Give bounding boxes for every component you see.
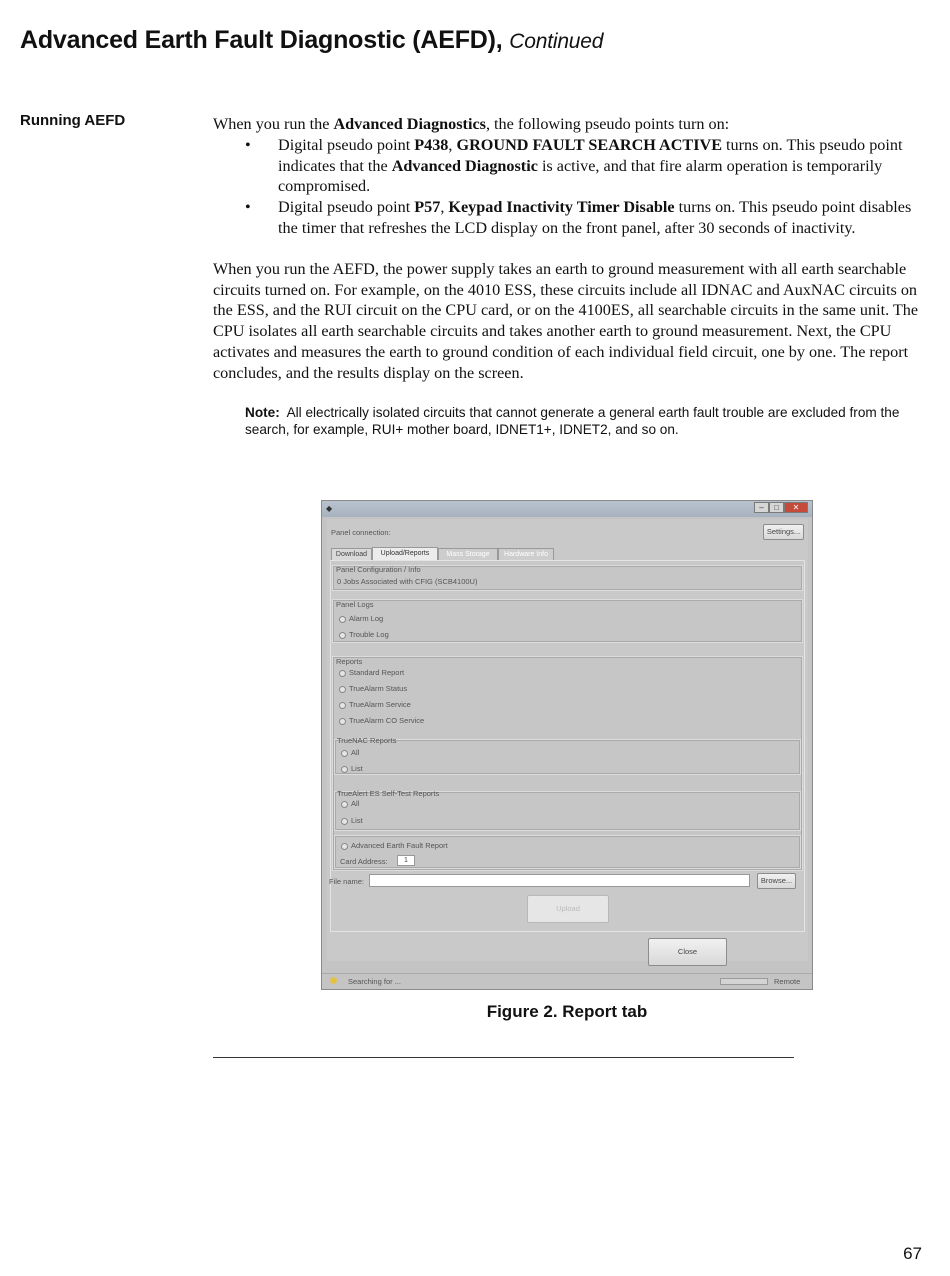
radio-icon	[341, 801, 348, 808]
panel-connection-label: Panel connection:	[331, 528, 391, 537]
app-icon: ◆	[326, 504, 333, 513]
bullet-bold: P438	[414, 135, 449, 154]
bullet-text: ,	[440, 198, 449, 217]
status-bar	[322, 973, 812, 990]
description-paragraph: When you run the AEFD, the power supply takes an earth to ground measurement with all earth searchable circuits turned on. For example, on the 4010 ESS, these circuits include all IDNAC and AuxNAC circuits on the ESS, and the RUI circuit on the CPU card, or on the 4100ES, all searchable circuits in the same unit. The CPU isolates all earth searchable circuits and takes another earth to ground measurement. Next, the CPU activates and measures the earth to ground condition of each individual field circuit, one by one. The report concludes, and the results display on the screen.	[213, 259, 919, 382]
radio-icon	[339, 632, 346, 639]
config-group	[332, 565, 803, 591]
list-item	[278, 197, 925, 239]
status-remote: Remote	[774, 977, 801, 986]
logs-group-label: Panel Logs	[336, 600, 374, 609]
window-titlebar	[322, 501, 812, 517]
radio-label: All	[351, 748, 360, 757]
file-name-label: File name:	[329, 877, 365, 886]
window-body	[327, 519, 808, 961]
bullet-text: Digital pseudo point	[278, 198, 415, 217]
config-value: 0 Jobs Associated with CFIG (SCB4100U)	[337, 577, 478, 586]
status-light-icon	[330, 977, 337, 984]
intro-paragraph	[213, 114, 925, 135]
bullet-bold: Advanced Diagnostic	[391, 156, 538, 175]
card-address-label: Card Address:	[340, 857, 388, 866]
selftest-group	[334, 791, 801, 831]
page-title-continued: Continued	[509, 30, 604, 53]
radio-icon	[341, 750, 348, 757]
logs-group	[332, 599, 803, 643]
bullet-text: turns on. This pseudo point indicates that the	[278, 135, 903, 175]
standard-report-radio[interactable]	[339, 668, 404, 677]
intro-bold: Advanced Diagnostics	[333, 115, 486, 133]
close-button[interactable]: Close	[648, 938, 727, 966]
note-text: All electrically isolated circuits that cannot generate a general earth fault trouble are excluded from the search, for example, RUI+ mother board, IDNET1+, IDNET2, and so on.	[245, 404, 900, 438]
note-label: Note:	[245, 404, 280, 420]
config-group-label: Panel Configuration / Info	[336, 565, 421, 574]
radio-label: Trouble Log	[349, 630, 389, 639]
radio-label: TrueAlarm CO Service	[349, 716, 425, 725]
page-number: 67	[903, 1244, 922, 1263]
radio-label: Advanced Earth Fault Report	[351, 841, 448, 850]
tab-hardware-info[interactable]: Hardware Info	[498, 548, 554, 560]
close-icon[interactable]: ✕	[784, 502, 808, 513]
truealarm-service-radio[interactable]	[339, 700, 411, 709]
page-title	[20, 26, 603, 55]
radio-icon	[341, 843, 348, 850]
intro-text: When you run the	[213, 115, 334, 133]
aefd-group	[334, 835, 801, 869]
bullet-text: turns on. This pseudo point disables the timer that refreshes the LCD display on the front panel, after 30 seconds of inactivity.	[278, 198, 912, 237]
bullet-text: is active, and that fire alarm operation is temporarily compromised.	[278, 156, 883, 196]
radio-label: TrueAlarm Status	[349, 684, 408, 693]
aefd-report-radio[interactable]	[341, 841, 448, 850]
radio-label: List	[351, 764, 363, 773]
list-item	[278, 135, 925, 197]
section-heading: Running AEFD	[20, 112, 126, 129]
selftest-list-radio[interactable]	[341, 816, 363, 825]
body-text	[213, 114, 925, 439]
radio-label: All	[351, 799, 360, 808]
status-text: Searching for ...	[348, 977, 401, 986]
settings-button[interactable]: Settings...	[763, 524, 804, 540]
radio-icon	[339, 718, 346, 725]
tab-upload-reports[interactable]: Upload/Reports	[372, 547, 438, 560]
note	[245, 404, 925, 439]
bullet-text: ,	[448, 135, 457, 154]
selftest-group-label: TrueAlert ES Self-Test Reports	[337, 789, 440, 798]
radio-label: List	[351, 816, 363, 825]
radio-icon	[339, 670, 346, 677]
truenac-group-label: TrueNAC Reports	[337, 736, 397, 745]
selftest-all-radio[interactable]	[341, 799, 359, 808]
figure-caption: Figure 2. Report tab	[486, 1002, 648, 1021]
truealarm-status-radio[interactable]	[339, 684, 407, 693]
reports-group	[332, 656, 803, 871]
page-title-main: Advanced Earth Fault Diagnostic (AEFD),	[20, 26, 503, 54]
minimize-icon[interactable]: –	[754, 502, 769, 513]
trouble-log-radio[interactable]	[339, 630, 389, 639]
tab-mass-storage[interactable]: Mass Storage	[438, 548, 498, 560]
bullet-text: Digital pseudo point	[278, 135, 415, 154]
upload-button[interactable]: Upload	[527, 895, 609, 923]
radio-icon	[339, 686, 346, 693]
radio-icon	[339, 702, 346, 709]
file-name-input[interactable]	[369, 874, 750, 887]
intro-text-end: , the following pseudo points turn on:	[485, 115, 730, 133]
truealarm-co-service-radio[interactable]	[339, 716, 424, 725]
bullet-bold: Keypad Inactivity Timer Disable	[448, 198, 675, 217]
truenac-group	[334, 736, 801, 775]
card-address-field[interactable]: 1	[397, 855, 415, 866]
browse-button[interactable]: Browse...	[757, 873, 796, 889]
radio-icon	[341, 766, 348, 773]
truenac-all-radio[interactable]	[341, 748, 359, 757]
radio-label: Alarm Log	[349, 614, 384, 623]
alarm-log-radio[interactable]	[339, 614, 383, 623]
pseudo-point-list	[213, 135, 925, 239]
radio-label: TrueAlarm Service	[349, 700, 411, 709]
status-progress	[720, 978, 768, 985]
reports-group-label: Reports	[336, 657, 363, 666]
bullet-bold: P57	[414, 198, 441, 217]
radio-label: Standard Report	[349, 668, 405, 677]
maximize-icon[interactable]: □	[769, 502, 784, 513]
truenac-list-radio[interactable]	[341, 764, 363, 773]
bullet-bold: GROUND FAULT SEARCH ACTIVE	[456, 135, 722, 154]
radio-icon	[341, 818, 348, 825]
report-tab-screenshot	[321, 500, 813, 990]
divider	[213, 1057, 794, 1058]
tab-download[interactable]: Download	[331, 548, 372, 560]
radio-icon	[339, 616, 346, 623]
